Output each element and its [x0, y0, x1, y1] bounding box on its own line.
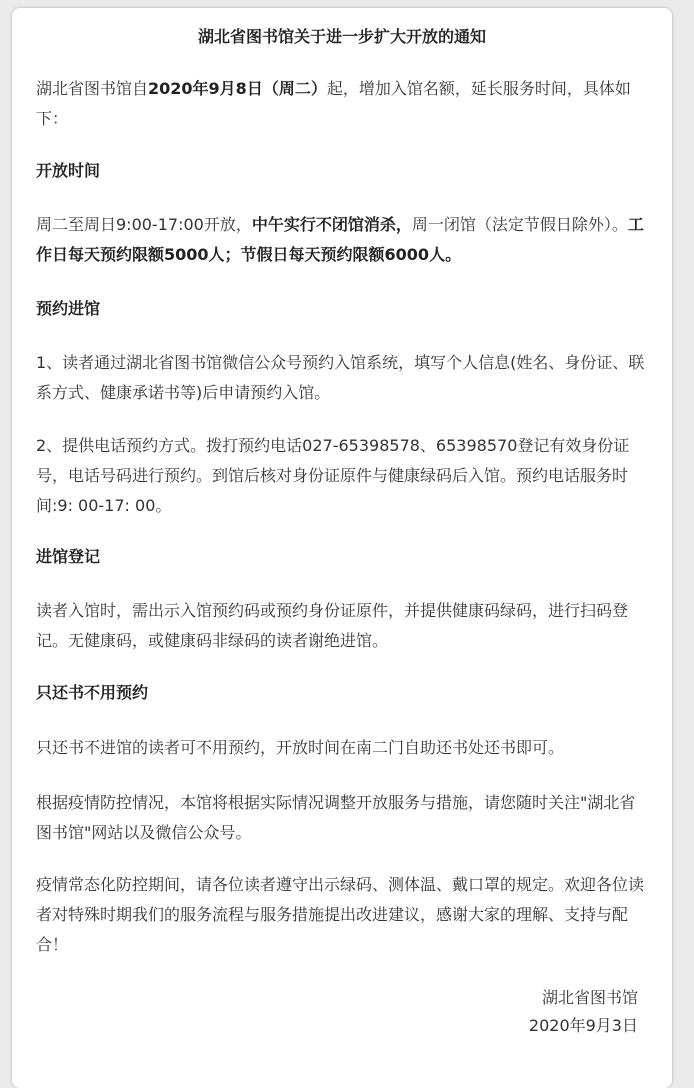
notice-paragraph-2: 疫情常态化防控期间，请各位读者遵守出示绿码、测体温、戴口罩的规定。欢迎各位读者对特殊时期我们的服务流程与服务措施提出改进建议，感谢大家的理解、支持与配合！ — [36, 875, 645, 954]
hours-text-1: 周二至周日9:00-17:00开放， — [36, 215, 252, 234]
hours-bold-1: 中午实行不闭馆消杀， — [251, 215, 412, 234]
returns-paragraph: 只还书不进馆的读者可不用预约，开放时间在南二门自助还书处还书即可。 — [36, 738, 565, 757]
intro-paragraph — [36, 74, 646, 134]
notice-card — [12, 8, 672, 1088]
intro-text-1: 湖北省图书馆自 — [36, 79, 149, 98]
section-heading-reserve: 预约进馆 — [36, 299, 101, 318]
section-heading-hours: 开放时间 — [36, 161, 101, 180]
notice-title: 湖北省图书馆关于进一步扩大开放的通知 — [197, 27, 486, 46]
hours-quota: 工作日每天预约限额5000人；节假日每天预约限额6000人。 — [36, 215, 644, 264]
signature-org: 湖北省图书馆 — [541, 988, 638, 1007]
register-paragraph: 读者入馆时，需出示入馆预约码或预约身份证原件，并提供健康码绿码，进行扫码登记。无健康码，或健康码非绿码的读者谢绝进馆。 — [36, 601, 629, 650]
reserve-item-1: 1、读者通过湖北省图书馆微信公众号预约入馆系统，填写个人信息(姓名、身份证、联系方式、健康承诺书等)后申请预约入馆。 — [36, 353, 645, 402]
intro-date: 2020年9月8日（周二） — [148, 79, 327, 98]
hours-text-2: 周一闭馆（法定节假日除外）。 — [411, 215, 628, 234]
section-heading-register: 进馆登记 — [36, 547, 101, 566]
hours-paragraph — [36, 210, 646, 270]
signature-date: 2020年9月3日 — [528, 1016, 638, 1035]
reserve-item-2: 2、提供电话预约方式。拨打预约电话027-65398578、65398570登记有效身份证号，电话号码进行预约。到馆后核对身份证原件与健康绿码后入馆。预约电话服务时间:9: 00-17: 00。 — [36, 436, 630, 515]
section-heading-returns: 只还书不用预约 — [36, 683, 149, 702]
intro-text-2: 起，增加入馆名额，延长服务时间，具体如下： — [36, 79, 631, 128]
notice-paragraph-1: 根据疫情防控情况，本馆将根据实际情况调整开放服务与措施，请您随时关注"湖北省图书馆"网站以及微信公众号。 — [36, 793, 636, 842]
